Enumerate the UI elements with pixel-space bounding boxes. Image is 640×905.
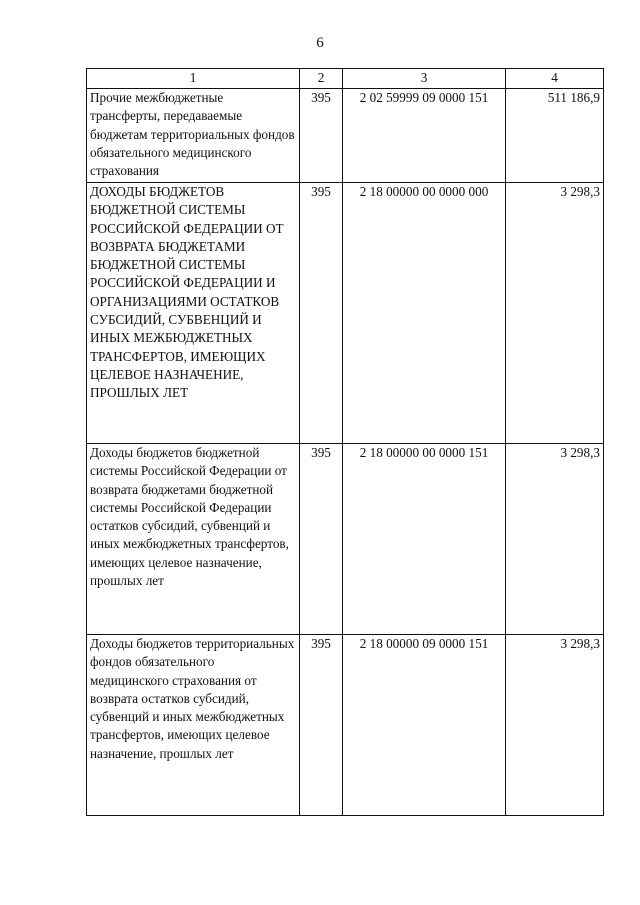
income-name-cell: ДОХОДЫ БЮДЖЕТОВ БЮДЖЕТНОЙ СИСТЕМЫ РОССИЙСКОЙ ФЕДЕРАЦИИ ОТ ВОЗВРАТА БЮДЖЕТАМИ БЮДЖЕТНОЙ СИСТЕМЫ РОССИЙСКОЙ ФЕДЕРАЦИИ И ОРГАНИЗАЦИЯМИ ОСТАТКОВ СУБСИДИЙ, СУБВЕНЦИЙ И ИНЫХ МЕЖБЮДЖЕТНЫХ ТРАНСФЕРТОВ, ИМЕЮЩИХ ЦЕЛЕВОЕ НАЗНАЧЕНИЕ, ПРОШЛЫХ ЛЕТ — [87, 183, 300, 444]
budget-code-cell: 2 18 00000 00 0000 000 — [343, 183, 506, 444]
table-row — [87, 89, 604, 183]
admin-code-cell: 395 — [300, 635, 343, 816]
column-header-1: 1 — [87, 69, 300, 89]
amount-cell: 3 298,3 — [506, 444, 604, 635]
income-name-cell: Доходы бюджетов территориальных фондов обязательного медицинского страхования от возврата остатков субсидий, субвенций и иных межбюджетных трансфертов, имеющих целевое назначение, прошлых лет — [87, 635, 300, 816]
budget-code-cell: 2 18 00000 00 0000 151 — [343, 444, 506, 635]
table-row — [87, 444, 604, 635]
table-row — [87, 635, 604, 816]
table-header-row — [87, 69, 604, 89]
income-name-cell: Прочие межбюджетные трансферты, передаваемые бюджетам территориальных фондов обязательного медицинского страхования — [87, 89, 300, 183]
column-header-2: 2 — [300, 69, 343, 89]
budget-table — [86, 68, 604, 816]
admin-code-cell: 395 — [300, 444, 343, 635]
admin-code-cell: 395 — [300, 183, 343, 444]
column-header-3: 3 — [343, 69, 506, 89]
column-header-4: 4 — [506, 69, 604, 89]
admin-code-cell: 395 — [300, 89, 343, 183]
amount-cell: 3 298,3 — [506, 183, 604, 444]
amount-cell: 3 298,3 — [506, 635, 604, 816]
income-name-cell: Доходы бюджетов бюджетной системы Российской Федерации от возврата бюджетами бюджетной системы Российской Федерации остатков субсидий, субвенций и иных межбюджетных трансфертов, имеющих целевое назначение, прошлых лет — [87, 444, 300, 635]
budget-code-cell: 2 18 00000 09 0000 151 — [343, 635, 506, 816]
amount-cell: 511 186,9 — [506, 89, 604, 183]
table-row — [87, 183, 604, 444]
page-number: 6 — [316, 35, 324, 51]
budget-code-cell: 2 02 59999 09 0000 151 — [343, 89, 506, 183]
